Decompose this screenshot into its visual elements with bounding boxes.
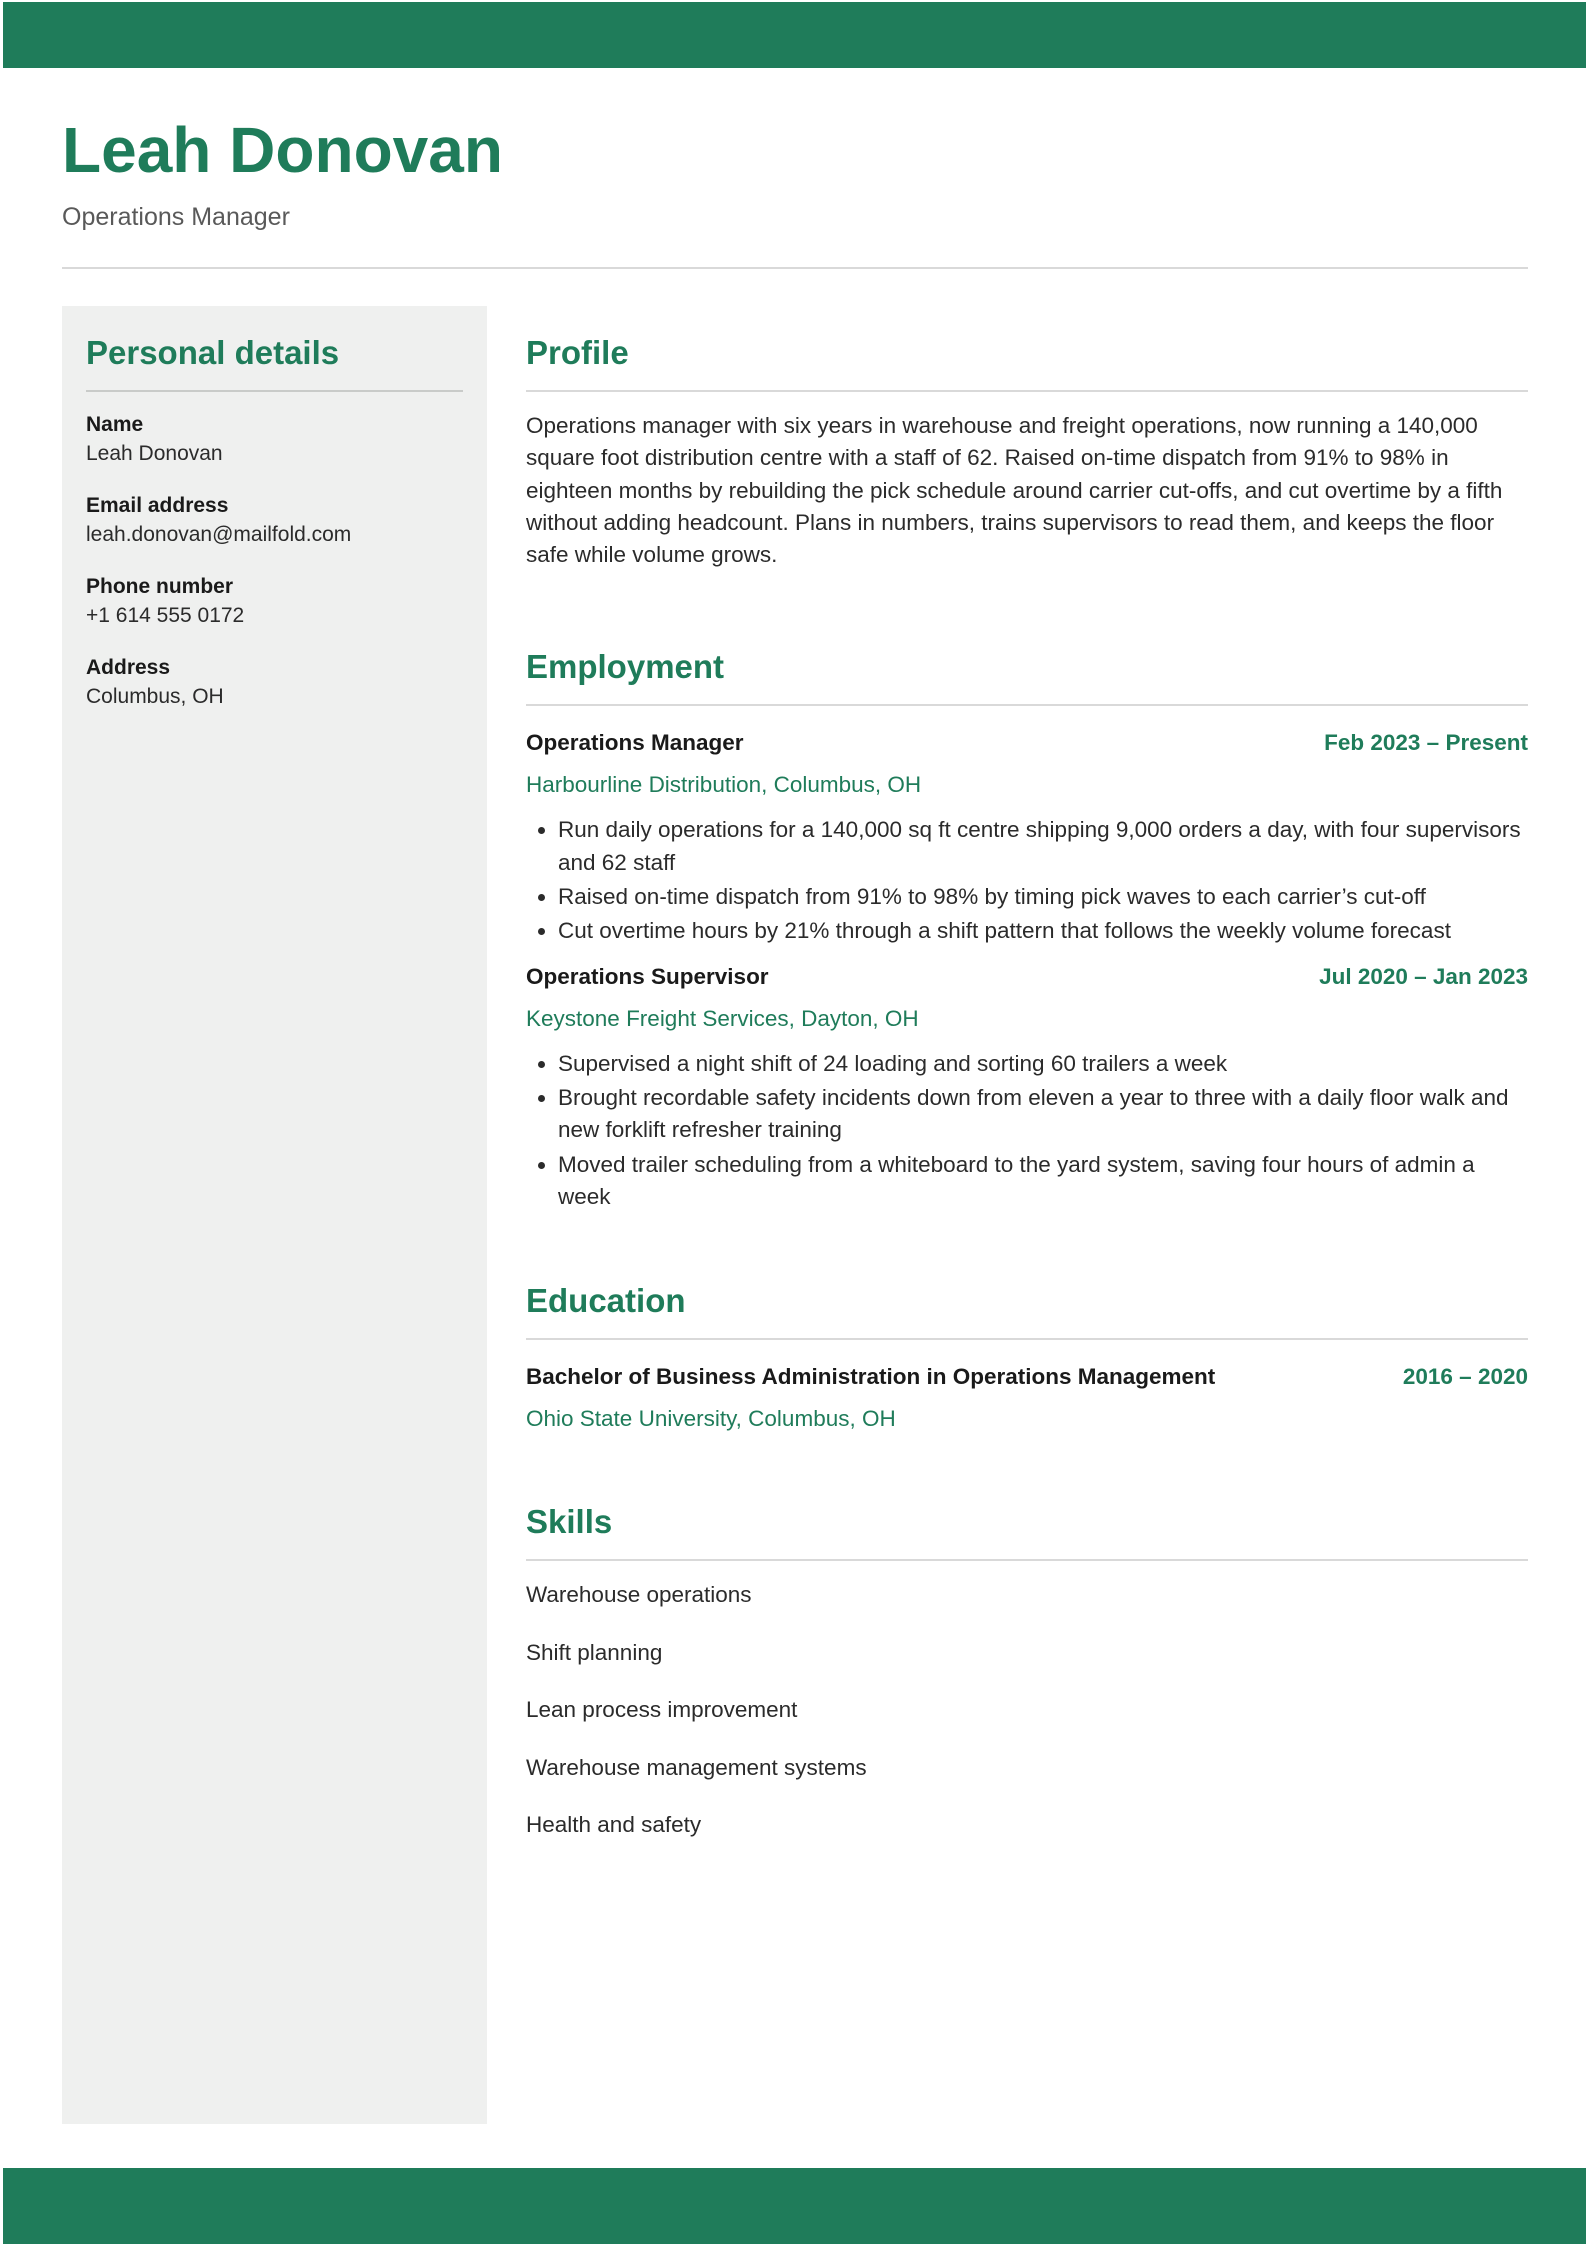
detail-label: Address [86, 656, 171, 679]
detail-value: Leah Donovan [86, 442, 223, 465]
education-header [526, 1362, 1528, 1392]
candidate-title: Operations Manager [62, 203, 290, 231]
profile-heading: Profile [526, 334, 629, 371]
detail-value: +1 614 555 0172 [86, 604, 245, 627]
detail-email [86, 491, 463, 549]
job-entry [526, 962, 1528, 1213]
detail-label: Phone number [86, 575, 234, 598]
job-title: Operations Manager [526, 730, 744, 756]
job-bullet: • Brought recordable safety incidents down from eleven a year to three with a daily floor walk and new forklift refresher training [558, 1082, 1528, 1147]
job-header [526, 962, 1528, 992]
detail-value: leah.donovan@mailfold.com [86, 523, 352, 546]
resume-header [62, 108, 1528, 233]
job-employer [526, 1004, 1528, 1034]
skill-item: Shift planning [526, 1639, 663, 1665]
detail-label: Name [86, 413, 144, 436]
section-divider [526, 390, 1528, 392]
education-section [526, 1254, 1528, 1434]
detail-label: Email address [86, 494, 229, 517]
personal-details-heading: Personal details [86, 334, 340, 371]
skill-item: Lean process improvement [526, 1697, 798, 1723]
job-employer [526, 770, 1528, 800]
detail-phone [86, 572, 463, 630]
employment-heading: Employment [526, 648, 725, 686]
employer-name: Harbourline Distribution [526, 772, 762, 798]
job-bullet: • Supervised a night shift of 24 loading and sorting 60 trailers a week [558, 1048, 1528, 1080]
job-title: Operations Supervisor [526, 963, 769, 989]
skill-item: Warehouse management systems [526, 1754, 867, 1780]
job-bullets [526, 814, 1528, 947]
skills-list [526, 1579, 1528, 1841]
detail-value: Columbus, OH [86, 685, 224, 708]
section-divider [526, 1559, 1528, 1561]
section-divider [526, 1338, 1528, 1340]
detail-address [86, 653, 463, 711]
job-bullets [526, 1048, 1528, 1213]
job-bullet: • Run daily operations for a 140,000 sq ft centre shipping 9,000 orders a day, with four supervisors and 62 staff [558, 814, 1528, 879]
employer-location: , Columbus, OH [761, 772, 922, 798]
personal-details-sidebar [62, 306, 487, 2124]
detail-name [86, 410, 463, 468]
job-dates: Jul 2020 – Jan 2023 [1319, 963, 1528, 989]
education-dates: 2016 – 2020 [1402, 1364, 1528, 1390]
bottom-color-band [3, 2168, 1586, 2244]
job-bullet: • Cut overtime hours by 21% through a shift pattern that follows the weekly volume forecast [558, 915, 1528, 947]
job-bullet: • Moved trailer scheduling from a whiteboard to the yard system, saving four hours of admin a week [558, 1149, 1528, 1214]
job-header [526, 728, 1528, 758]
employment-section [526, 620, 1528, 1213]
skills-heading: Skills [526, 1503, 613, 1541]
profile-section [526, 306, 1528, 571]
education-school [526, 1404, 1528, 1434]
section-divider [526, 704, 1528, 706]
candidate-name: Leah Donovan [62, 114, 503, 186]
job-dates: Feb 2023 – Present [1324, 730, 1528, 756]
education-heading: Education [526, 1282, 686, 1320]
employer-name: Keystone Freight Services [526, 1005, 789, 1031]
employer-location: , Dayton, OH [788, 1005, 919, 1031]
sidebar-divider [86, 390, 463, 392]
header-divider [62, 267, 1528, 269]
job-bullet: • Raised on-time dispatch from 91% to 98% by timing pick waves to each carrier’s cut-off [558, 881, 1528, 913]
profile-text: Operations manager with six years in warehouse and freight operations, now running a 140,000 square foot distribution centre with a staff of 62. Raised on-time dispatch from 91% to 98% in eighteen months by rebuilding the pick schedule around carrier cut-offs, and cut overtime by a fifth without adding headcount. Plans in numbers, trains supervisors to read them, and keeps the floor safe while volume grows. [526, 413, 1503, 568]
school-location: , Columbus, OH [735, 1406, 896, 1432]
skills-section [526, 1475, 1528, 1841]
job-entry [526, 728, 1528, 947]
resume-main [526, 306, 1528, 1867]
education-entry [526, 1362, 1528, 1434]
skill-item: Warehouse operations [526, 1582, 752, 1608]
top-color-band [3, 2, 1586, 68]
degree-title: Bachelor of Business Administration in Operations Management [526, 1364, 1216, 1390]
school-name: Ohio State University [526, 1406, 736, 1432]
skill-item: Health and safety [526, 1812, 702, 1838]
